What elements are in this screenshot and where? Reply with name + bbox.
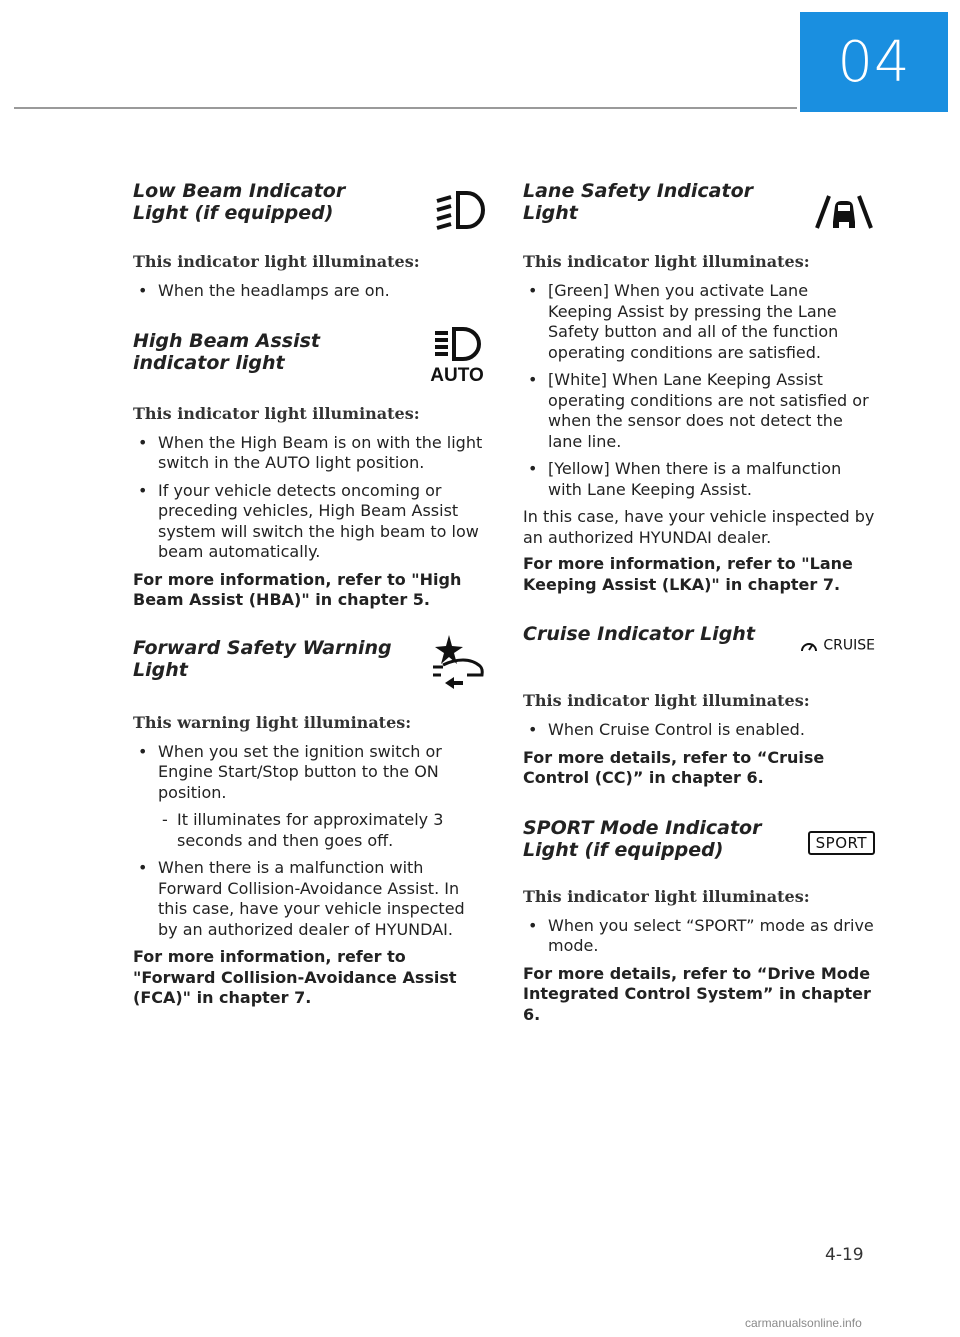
sport-badge-label: SPORT	[808, 831, 875, 855]
hba-intro: This indicator light illuminates:	[133, 403, 420, 423]
cruise-speedometer-icon	[800, 635, 875, 654]
list-item	[133, 742, 485, 852]
fca-intro: This warning light illuminates:	[133, 712, 412, 732]
cruise-title: Cruise Indicator Light	[523, 623, 755, 645]
lane-safety-icon	[813, 192, 875, 236]
cruise-bullets	[523, 720, 875, 741]
hba-auto-text: AUTO	[430, 364, 484, 383]
list-item: • When there is a malfunction with Forward Collision-Avoidance Assist. In this case, have your vehicle inspected by an authorized dealer of HYUNDAI.	[133, 858, 485, 940]
sub-list-item: - It illuminates for approximately 3 seconds and then goes off.	[158, 810, 485, 851]
hba-bullets	[133, 433, 485, 563]
list-item: • [White] When Lane Keeping Assist operating conditions are not satisfied or when the sensor does not detect the lane line.	[523, 370, 875, 452]
left-column	[133, 180, 485, 1009]
cruise-section	[523, 623, 875, 685]
cruise-reference: For more details, refer to “Cruise Control (CC)” in chapter 6.	[523, 747, 825, 787]
fca-bullet-text: When you set the ignition switch or Engine Start/Stop button to the ON position.	[158, 741, 442, 802]
lane-reference: For more information, refer to "Lane Keeping Assist (LKA)" in chapter 7.	[523, 554, 853, 594]
low-beam-headlamp-icon	[433, 186, 485, 238]
fca-bullets	[133, 742, 485, 941]
fca-reference: For more information, refer to "Forward Collision-Avoidance Assist (FCA)" in chapter 7.	[133, 947, 457, 1007]
list-item: • When the headlamps are on.	[133, 281, 485, 302]
list-item: • If your vehicle detects oncoming or preceding vehicles, High Beam Assist system will switch the high beam to low beam automatically.	[133, 481, 485, 563]
low-beam-bullets	[133, 281, 485, 302]
chapter-tab: 04	[800, 12, 948, 112]
sport-intro: This indicator light illuminates:	[523, 886, 810, 906]
list-item: • When the High Beam is on with the light switch in the AUTO light position.	[133, 433, 485, 474]
high-beam-auto-icon	[429, 325, 485, 387]
lane-bullets	[523, 281, 875, 500]
lane-paragraph: In this case, have your vehicle inspected by an authorized HYUNDAI dealer.	[523, 507, 875, 547]
list-item: • [Yellow] When there is a malfunction with Lane Keeping Assist.	[523, 459, 875, 500]
sport-section	[523, 817, 875, 879]
cruise-intro: This indicator light illuminates:	[523, 691, 810, 710]
low-beam-section	[133, 180, 485, 240]
forward-collision-warning-icon	[427, 633, 485, 697]
fca-section	[133, 637, 485, 707]
cruise-icon-label: CRUISE	[823, 637, 875, 654]
header-rule	[14, 107, 797, 109]
hba-reference: For more information, refer to "High Beam Assist (HBA)" in chapter 5.	[133, 569, 462, 609]
list-item: • When you select “SPORT” mode as drive mode.	[523, 916, 875, 957]
hba-section	[133, 330, 485, 392]
sport-title: SPORT Mode Indicator Light (if equipped)	[523, 816, 762, 861]
lane-section	[523, 180, 875, 240]
hba-title: High Beam Assist indicator light	[133, 329, 320, 374]
lane-intro: This indicator light illuminates:	[523, 252, 810, 271]
watermark: carmanualsonline.info	[745, 1316, 862, 1330]
sport-bullets	[523, 916, 875, 957]
sport-mode-badge	[808, 831, 875, 855]
low-beam-title: Low Beam Indicator Light (if equipped)	[133, 180, 346, 224]
right-column	[523, 180, 875, 1025]
page-number: 4-19	[825, 1245, 864, 1265]
list-item: • [Green] When you activate Lane Keeping Assist by pressing the Lane Safety button and all of the function operating conditions are satisfied.	[523, 281, 875, 363]
sport-reference: For more details, refer to “Drive Mode Integrated Control System” in chapter 6.	[523, 963, 871, 1024]
lane-title: Lane Safety Indicator Light	[523, 180, 753, 224]
fca-title: Forward Safety Warning Light	[133, 636, 392, 681]
list-item: • When Cruise Control is enabled.	[523, 720, 875, 741]
low-beam-intro: This indicator light illuminates:	[133, 252, 420, 271]
fca-sub-list	[158, 810, 485, 851]
